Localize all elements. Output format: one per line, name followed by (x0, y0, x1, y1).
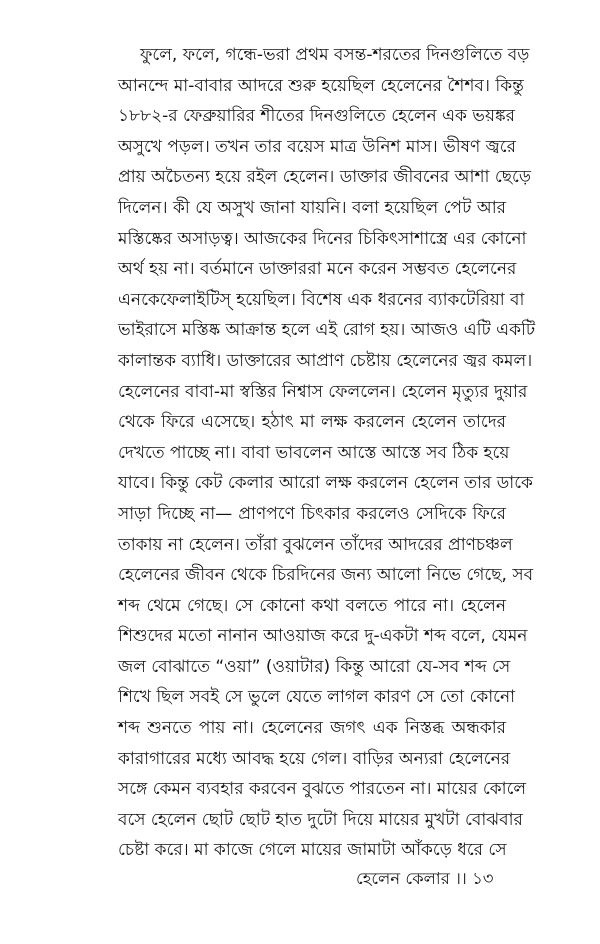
text-line: দিলেন। কী যে অসুখ জানা যায়নি। বলা হয়েছিল পেট আর (118, 197, 506, 218)
text-line: দেখতে পাচ্ছে না। বাবা ভাবলেন আস্তে আস্তে সব ঠিক হয়ে (118, 442, 510, 463)
text-line: বসে হেলেন ছোট ছোট হাত দুটো দিয়ে মায়ের মুখটা বোঝবার (118, 809, 523, 830)
text-line: শিখে ছিল সবই সে ভুলে যেতে লাগল কারণ সে তো কোনো (118, 687, 516, 708)
running-title: হেলেন কেলার (356, 869, 450, 888)
text-line: চেষ্টা করে। মা কাজে গেলে মায়ের জামাটা আঁকড়ে ধরে সে (118, 840, 507, 861)
page-number: ১৩ (472, 869, 494, 888)
footer-separator: ।। (455, 869, 467, 888)
text-line: কারাগারের মধ্যে আবদ্ধ হয়ে গেল। বাড়ির অন্যরা হেলেনের (118, 748, 511, 769)
text-line: ফুলে, ফলে, গন্ধে-ভরা প্রথম বসন্ত-শরতের দিনগুলিতে বড় (140, 45, 530, 65)
text-line: অর্থ হয় না। বর্তমানে ডাক্তাররা মনে করেন সম্ভবত হেলেনের (118, 259, 517, 280)
text-line: আনন্দে মা-বাবার আদরে শুরু হয়েছিল হেলেনের শৈশব। কিন্তু (118, 75, 524, 96)
text-line: যাবে। কিন্তু কেট কেলার আরো লক্ষ করলেন হেলেন তার ডাকে (118, 473, 533, 494)
text-line: মস্তিষ্কের অসাড়ত্ব। আজকের দিনের চিকিৎসাশাস্ত্রে এর কোনো (118, 228, 527, 249)
text-line: এনকেফেলাইটিস্ হয়েছিল। বিশেষ এক ধরনের ব্যাকটেরিয়া বা (118, 289, 525, 310)
text-line: শব্দ থেমে গেছে। সে কোনো কথা বলতে পারে না। হেলেন (118, 595, 506, 616)
text-line: সাড়া দিচ্ছে না— প্রাণপণে চিৎকার করলেও সেদিকে ফিরে (118, 503, 506, 524)
text-line: সঙ্গে কেমন ব্যবহার করবেন বুঝতে পারতেন না। মায়ের কোলে (118, 779, 527, 800)
text-line: অসুখে পড়ল। তখন তার বয়েস মাত্র উনিশ মাস। ভীষণ জ্বরে (118, 136, 516, 157)
page-footer (356, 866, 494, 893)
text-line: প্রায় অচৈতন্য হয়ে রইল হেলেন। ডাক্তার জীবনের আশা ছেড়ে (118, 167, 532, 188)
text-line: কালান্তক ব্যাধি। ডাক্তারের আপ্রাণ চেষ্টায় হেলেনের জ্বর কমল। (118, 350, 533, 371)
text-line: হেলেনের বাবা-মা স্বস্তির নিশ্বাস ফেললেন। হেলেন মৃত্যুর দুয়ার (118, 381, 528, 402)
text-line: থেকে ফিরে এসেছে। হঠাৎ মা লক্ষ করলেন হেলেন তাদের (118, 412, 506, 433)
text-line: শিশুদের মতো নানান আওয়াজ করে দু-একটা শব্দ বলে, যেমন (118, 626, 528, 647)
text-line: তাকায় না হেলেন। তাঁরা বুঝলেন তাঁদের আদরের প্রাণচঞ্চল (118, 534, 513, 555)
text-line: শব্দ শুনতে পায় না। হেলেনের জগৎ এক নিস্তব্ধ অন্ধকার (118, 718, 506, 739)
body-paragraph (118, 40, 536, 866)
text-line: হেলেনের জীবন থেকে চিরদিনের জন্য আলো নিভে গেছে, সব (118, 565, 534, 586)
text-line: ভাইরাসে মস্তিষ্ক আক্রান্ত হলে এই রোগ হয়। আজও এটি একটি (118, 320, 536, 341)
text-line: ১৮৮২-র ফেব্রুয়ারির শীতের দিনগুলিতে হেলেন এক ভয়ঙ্কর (118, 106, 515, 127)
text-line: জল বোঝাতে “ওয়া” (ওয়াটার) কিন্তু আরো যে-সব শব্দ সে (118, 656, 511, 677)
